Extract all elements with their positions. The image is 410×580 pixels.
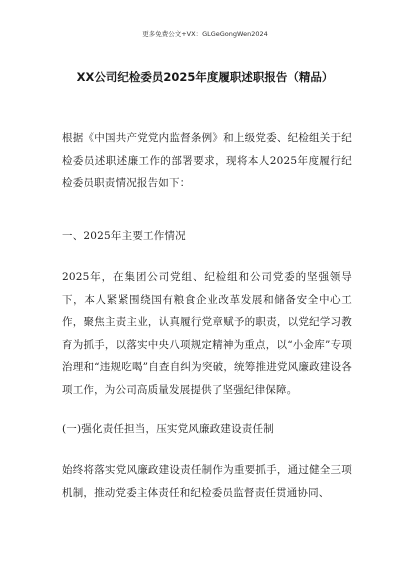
header-note: 更多免费公文+VX：GLGeGongWen2024 xyxy=(142,30,268,38)
document-title: XX公司纪检委员2025年度履职述职报告（精品） xyxy=(76,70,334,84)
subsection-heading: (一)强化责任担当，压实党风廉政建设责任制 xyxy=(62,423,274,435)
subsection-paragraph: 始终将落实党风廉政建设责任制作为重要抓手，通过健全三项机制，推动党委主体责任和纪检委员监督责任贯通协同、 xyxy=(62,464,352,499)
section-heading: 一、2025年主要工作情况 xyxy=(62,230,186,242)
intro-paragraph: 根据《中国共产党党内监督条例》和上级党委、纪检组关于纪检委员述职述廉工作的部署要求，现将本人2025年度履行纪检委员职责情况报告如下： xyxy=(62,132,352,189)
section-paragraph: 2025年，在集团公司党组、纪检组和公司党委的坚强领导下，本人紧紧围绕国有粮食企业改革发展和储备安全中心工作，聚焦主责主业，认真履行党章赋予的职责，以党纪学习教育为抓手，以落实中央八项规定精神为重点，以“小金库”专项治理和“违规吃喝”自查自纠为突破，统筹推进党风廉政建设各项工作，为公司高质量发展提供了坚强纪律保障。 xyxy=(62,271,352,396)
